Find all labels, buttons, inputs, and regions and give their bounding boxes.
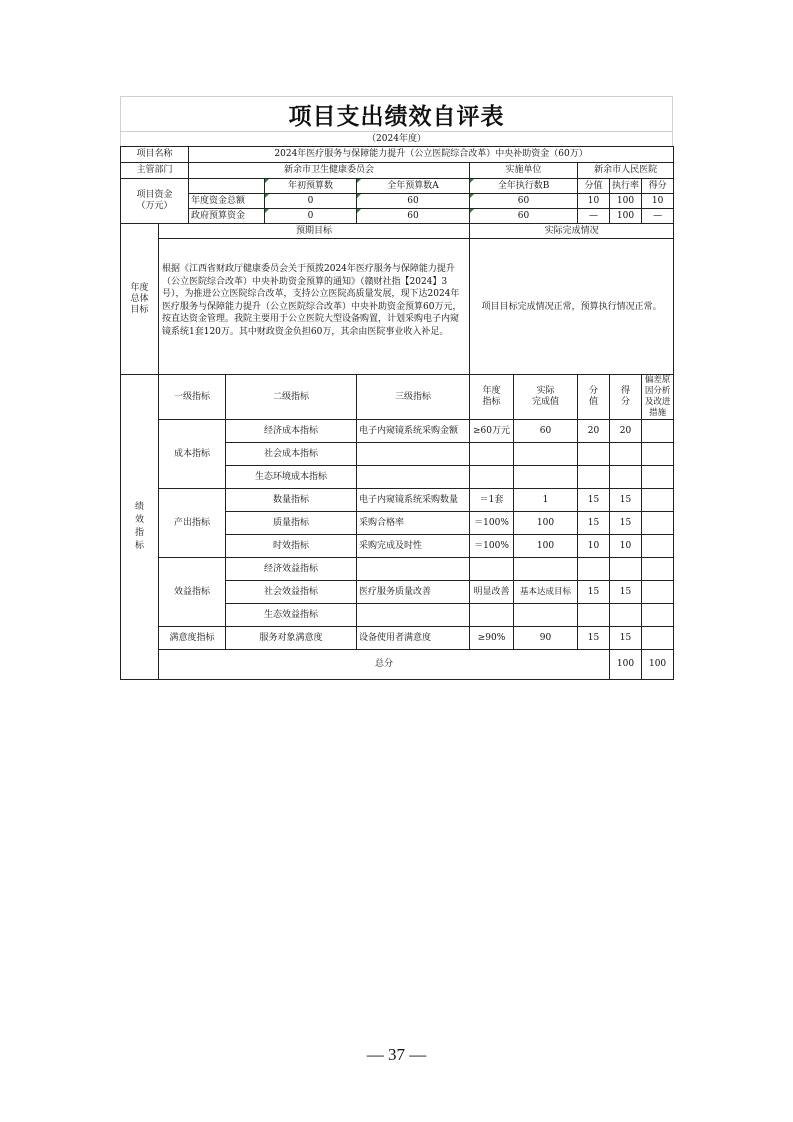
indicator-actual: 90 — [514, 627, 578, 650]
indicator-score — [610, 466, 642, 489]
indicator-l1: 满意度指标 — [159, 627, 226, 650]
funds-row-label: 年度资金总额 — [189, 194, 265, 209]
indicator-l2: 生态效益指标 — [226, 604, 357, 627]
indicator-l2: 时效指标 — [226, 535, 357, 558]
indicator-reason — [642, 489, 674, 512]
indicator-score: 10 — [610, 535, 642, 558]
project-name-row — [121, 147, 674, 163]
indicator-actual — [514, 466, 578, 489]
indicator-target — [470, 466, 514, 489]
indicator-target — [470, 443, 514, 466]
funds-row-annual: 60 — [357, 209, 470, 224]
funds-header-score: 得分 — [642, 179, 674, 194]
funds-label-text: 项目资金 （万元） — [136, 190, 173, 211]
funds-label — [121, 179, 189, 224]
indicator-reason — [642, 581, 674, 604]
indicator-value: 15 — [578, 512, 610, 535]
indicator-l1: 成本指标 — [159, 420, 226, 489]
header-l1: 一级指标 — [159, 375, 226, 420]
indicator-actual: 100 — [514, 512, 578, 535]
funds-header-row — [121, 179, 674, 194]
funds-row-score: — — [642, 209, 674, 224]
header-target-text: 年度 指标 — [482, 386, 501, 407]
indicator-target: ＝100% — [470, 535, 514, 558]
indicator-score: 15 — [610, 581, 642, 604]
indicator-l2: 经济效益指标 — [226, 558, 357, 581]
year-label: （2024年度） — [120, 131, 673, 146]
header-score — [610, 375, 642, 420]
indicator-l1: 效益指标 — [159, 558, 226, 627]
total-row — [121, 650, 674, 680]
indicator-target: ≥90% — [470, 627, 514, 650]
indicator-l3 — [357, 604, 470, 627]
funds-row-rate: 100 — [610, 209, 642, 224]
indicator-target — [470, 558, 514, 581]
funds-row-initial: 0 — [265, 194, 357, 209]
indicator-actual: 基本达成目标 — [514, 581, 578, 604]
indicator-reason — [642, 420, 674, 443]
indicator-l3: 电子内窥镜系统采购金额 — [357, 420, 470, 443]
funds-row-label: 政府预算资金 — [189, 209, 265, 224]
indicator-l3 — [357, 466, 470, 489]
indicator-row — [121, 489, 674, 512]
project-name-label: 项目名称 — [121, 147, 189, 163]
indicator-score: 15 — [610, 627, 642, 650]
indicator-l2: 经济成本指标 — [226, 420, 357, 443]
total-score: 100 — [642, 650, 674, 680]
expected-goal-header: 预期目标 — [159, 224, 470, 239]
indicator-value — [578, 443, 610, 466]
funds-row — [121, 209, 674, 224]
funds-row-executed: 60 — [470, 194, 578, 209]
indicator-value — [578, 558, 610, 581]
indicator-header-row — [121, 375, 674, 420]
indicator-actual — [514, 604, 578, 627]
indicator-actual: 60 — [514, 420, 578, 443]
indicator-reason — [642, 604, 674, 627]
funds-row-executed: 60 — [470, 209, 578, 224]
indicator-actual — [514, 558, 578, 581]
funds-header-score-value: 分值 — [578, 179, 610, 194]
funds-header-empty — [189, 179, 265, 194]
actual-status-text: 项目目标完成情况正常，预算执行情况正常。 — [470, 239, 674, 375]
funds-header-rate: 执行率 — [610, 179, 642, 194]
indicator-score: 15 — [610, 489, 642, 512]
evaluation-table — [120, 146, 674, 680]
indicator-target: ＝100% — [470, 512, 514, 535]
indicator-row — [121, 420, 674, 443]
indicator-l3: 医疗服务质量改善 — [357, 581, 470, 604]
indicator-l3 — [357, 558, 470, 581]
page-number: — 37 — — [366, 1045, 427, 1064]
evaluation-form — [120, 96, 673, 680]
indicator-value: 10 — [578, 535, 610, 558]
header-score-text: 得 分 — [621, 386, 631, 407]
funds-header-initial: 年初预算数 — [265, 179, 357, 194]
indicator-actual: 1 — [514, 489, 578, 512]
indicator-row — [121, 558, 674, 581]
title-row — [120, 96, 673, 131]
indicator-reason — [642, 627, 674, 650]
indicator-score — [610, 443, 642, 466]
department-row — [121, 163, 674, 179]
department-label: 主管部门 — [121, 163, 189, 179]
indicator-value: 15 — [578, 627, 610, 650]
indicator-value — [578, 466, 610, 489]
indicator-l3: 采购完成及时性 — [357, 535, 470, 558]
indicator-value: 15 — [578, 581, 610, 604]
header-actual-text: 实际 完成值 — [532, 386, 560, 407]
total-label: 总分 — [159, 650, 610, 680]
header-l3: 三级指标 — [357, 375, 470, 420]
goal-header-row — [121, 224, 674, 239]
expected-goal-text: 根据《江西省财政厅健康委员会关于预拨2024年医疗服务与保障能力提升（公立医院综合改革）中央补助资金预算的通知》（赣财社指【2024】3号），为推进公立医院综合改革，支持公立医院高质量发展，现下达2024年医疗服务与保障能力提升（公立医院综合改革）中央补助资金预算60万元，按直达资金管理。我院主要用于公立医院大型设备购置，计划采购电子内窥镜系统1套120万。其中财政资金负担60万，其余由医院事业收入补足。 — [159, 239, 470, 375]
annual-goal-label-text: 年度 总体 目标 — [130, 282, 149, 315]
indicator-reason — [642, 512, 674, 535]
indicator-l3: 电子内窥镜系统采购数量 — [357, 489, 470, 512]
impl-unit-value: 新余市人民医院 — [578, 163, 674, 179]
actual-status-header: 实际完成情况 — [470, 224, 674, 239]
header-value-text: 分 值 — [589, 386, 599, 407]
header-actual — [514, 375, 578, 420]
indicator-l3: 设备使用者满意度 — [357, 627, 470, 650]
annual-goal-label — [121, 224, 159, 375]
indicator-value: 15 — [578, 489, 610, 512]
indicator-l3: 采购合格率 — [357, 512, 470, 535]
header-l2: 二级指标 — [226, 375, 357, 420]
header-reason — [642, 375, 674, 420]
funds-row-annual: 60 — [357, 194, 470, 209]
indicator-target: 明显改善 — [470, 581, 514, 604]
funds-row-score-value: 10 — [578, 194, 610, 209]
indicator-score: 15 — [610, 512, 642, 535]
indicator-target: ≥60万元 — [470, 420, 514, 443]
indicator-target: ＝1套 — [470, 489, 514, 512]
indicator-target — [470, 604, 514, 627]
goal-content-row — [121, 239, 674, 375]
indicator-actual — [514, 443, 578, 466]
performance-label-text: 绩 效 指 标 — [134, 502, 144, 551]
indicator-row — [121, 627, 674, 650]
indicator-l3 — [357, 443, 470, 466]
indicator-reason — [642, 443, 674, 466]
indicator-reason — [642, 466, 674, 489]
indicator-l2: 质量指标 — [226, 512, 357, 535]
department-value: 新余市卫生健康委员会 — [189, 163, 470, 179]
indicator-value — [578, 604, 610, 627]
funds-row-score: 10 — [642, 194, 674, 209]
project-name-value: 2024年医疗服务与保障能力提升（公立医院综合改革）中央补助资金（60万） — [189, 147, 674, 163]
total-value: 100 — [610, 650, 642, 680]
indicator-actual: 100 — [514, 535, 578, 558]
indicator-score: 20 — [610, 420, 642, 443]
indicator-l2: 服务对象满意度 — [226, 627, 357, 650]
header-reason-text: 偏差原因分析 及改进措施 — [644, 375, 671, 418]
header-value — [578, 375, 610, 420]
indicator-reason — [642, 558, 674, 581]
funds-row-initial: 0 — [265, 209, 357, 224]
funds-row — [121, 194, 674, 209]
page-title: 项目支出绩效自评表 — [288, 103, 505, 130]
performance-label — [121, 375, 159, 680]
indicator-score — [610, 558, 642, 581]
indicator-l2: 生态环境成本指标 — [226, 466, 357, 489]
indicator-value: 20 — [578, 420, 610, 443]
funds-header-executed: 全年执行数B — [470, 179, 578, 194]
indicator-l2: 社会成本指标 — [226, 443, 357, 466]
indicator-l2: 社会效益指标 — [226, 581, 357, 604]
indicator-l1: 产出指标 — [159, 489, 226, 558]
funds-header-annual: 全年预算数A — [357, 179, 470, 194]
funds-row-score-value: — — [578, 209, 610, 224]
indicator-score — [610, 604, 642, 627]
impl-unit-label: 实施单位 — [470, 163, 578, 179]
funds-row-rate: 100 — [610, 194, 642, 209]
indicator-l2: 数量指标 — [226, 489, 357, 512]
indicator-reason — [642, 535, 674, 558]
header-target — [470, 375, 514, 420]
